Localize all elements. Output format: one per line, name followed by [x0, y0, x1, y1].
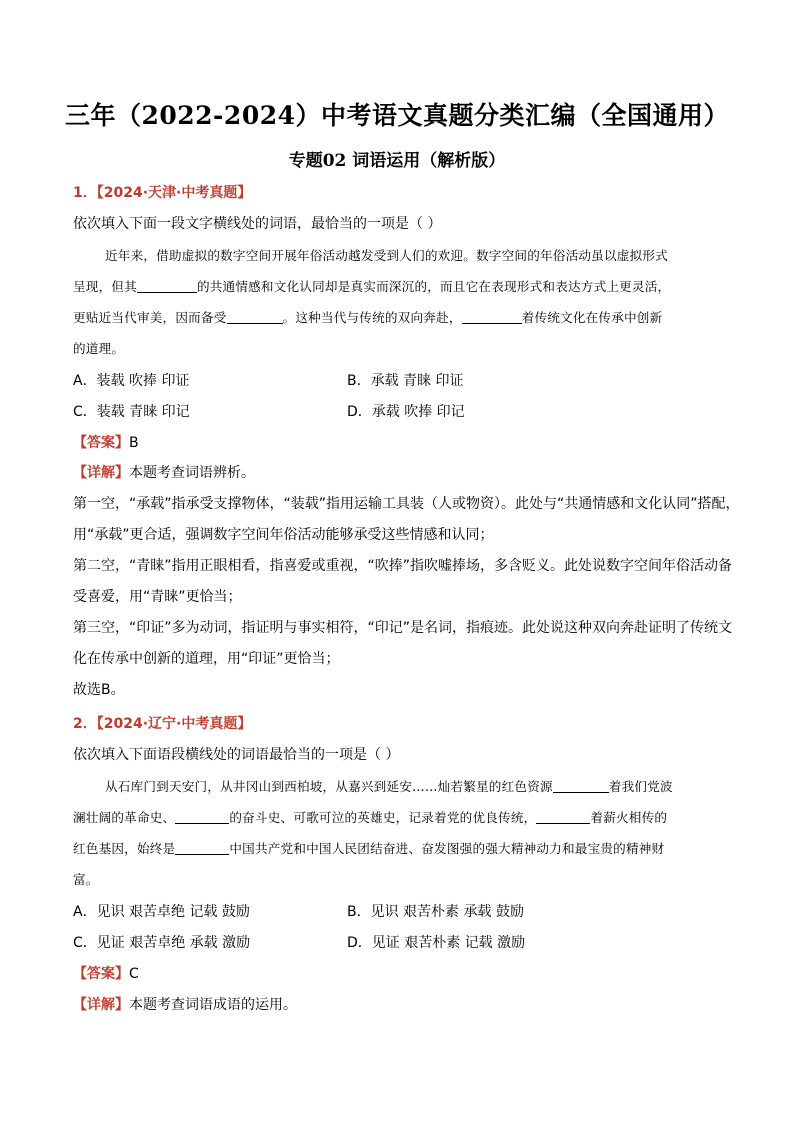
- q1-detail-line: 用“承载”更合适，强调数字空间年俗活动能够承受这些情感和认同；: [73, 527, 494, 543]
- q2-option-c: C．见证 艰苦卓绝 承载 激励: [73, 935, 251, 951]
- q1-detail-line: 第二空，“青睐”指用正眼相看，指喜爱或重视，“吹捧”指吹嘘捧场，多含贬义。此处说数字空间年俗活动备: [73, 558, 733, 574]
- q1-option-d: D．承载 吹捧 印记: [347, 404, 465, 420]
- q1-detail-line: 第三空，“印证”多为动词，指证明与事实相符，“印记”是名词，指痕迹。此处说这种双向奔赴证明了传统文: [73, 620, 733, 636]
- q1-passage: [73, 240, 721, 364]
- q1-number: 1．: [73, 185, 97, 201]
- q2-passage-line-2: 澜壮阔的革命史、 的奋斗史、可歌可泣的英雄史，记录着党的优良传统， 着薪火相传的: [73, 810, 668, 825]
- page-title: 三年（2022-2024）中考语文真题分类汇编（全国通用）: [64, 101, 730, 130]
- q1-detail-intro: 【详解】本题考查词语辨析。: [73, 465, 255, 481]
- q1-source-tag: 【2024·天津·中考真题】: [96, 185, 252, 201]
- q1-passage-line-2: 呈现，但其 的共通情感和文化认同却是真实而深沉的，而且它在表现形式和表达方式上更灵活，: [73, 279, 671, 294]
- q1-prompt: 依次填入下面一段文字横线处的词语，最恰当的一项是（ ）: [73, 216, 442, 232]
- q1-option-a: A．装载 吹捧 印证: [73, 373, 190, 389]
- q2-passage-line-1: 从石库门到天安门，从井冈山到西柏坡，从嘉兴到延安……灿若繁星的红色资源 着我们党波: [105, 779, 673, 794]
- page-subtitle: 专题02 词语运用（解析版）: [288, 151, 506, 171]
- q1-detail-line: 第一空，“承载”指承受支撑物体，“装载”指用运输工具装（人或物资）。此处与“共通情感和文化认同”搭配，: [73, 496, 740, 512]
- q2-prompt: 依次填入下面语段横线处的词语最恰当的一项是（ ）: [73, 747, 400, 763]
- detail-label: 【详解】: [73, 465, 129, 481]
- fill-blank: [137, 278, 197, 293]
- fill-blank: [175, 809, 229, 824]
- answer-label: 【答案】: [73, 966, 129, 982]
- detail-label: 【详解】: [73, 997, 129, 1013]
- q2-source-tag: 【2024·辽宁·中考真题】: [96, 716, 252, 732]
- q1-option-b: B．承载 青睐 印证: [347, 373, 464, 389]
- q1-detail-line: 受喜爱，用“青睐”更恰当；: [73, 589, 242, 605]
- fill-blank: [536, 809, 590, 824]
- answer-value: C: [129, 966, 139, 982]
- fill-blank: [227, 309, 283, 324]
- q2-detail: 【详解】本题考查词语成语的运用。: [73, 997, 297, 1013]
- answer-label: 【答案】: [73, 435, 129, 451]
- q1-passage-line-1: 近年来，借助虚拟的数字空间开展年俗活动越发受到人们的欢迎。数字空间的年俗活动虽以虚拟形式: [105, 248, 668, 263]
- q2-passage-line-4: 富。: [73, 872, 99, 887]
- q2-heading: [73, 714, 251, 734]
- q1-answer: [73, 433, 139, 453]
- q2-passage-line-3: 红色基因，始终是 中国共产党和中国人民团结奋进、奋发图强的强大精神动力和最宝贵的精神财: [73, 841, 665, 856]
- fill-blank: [553, 778, 609, 793]
- q2-passage: [73, 771, 721, 895]
- q1-passage-line-4: 的道理。: [73, 341, 125, 356]
- q2-number: 2．: [73, 716, 97, 732]
- q2-option-b: B．见识 艰苦朴素 承载 鼓励: [347, 904, 524, 920]
- fill-blank: [175, 840, 229, 855]
- q2-option-d: D．见证 艰苦朴素 记载 激励: [347, 935, 526, 951]
- q2-answer: [73, 964, 139, 984]
- q1-passage-line-3: 更贴近当代审美，因而备受 。这种当代与传统的双向奔赴， 着传统文化在传承中创新: [73, 310, 663, 325]
- q1-detail: [73, 458, 740, 706]
- q2-option-a: A．见识 艰苦卓绝 记载 鼓励: [73, 904, 250, 920]
- q1-heading: [73, 183, 251, 203]
- fill-blank: [462, 309, 522, 324]
- q1-detail-line: 化在传承中创新的道理，用“印证”更恰当；: [73, 651, 340, 667]
- q1-option-c: C．装载 青睐 印记: [73, 404, 190, 420]
- answer-value: B: [129, 435, 139, 451]
- q1-detail-conclusion: 故选B。: [73, 682, 125, 698]
